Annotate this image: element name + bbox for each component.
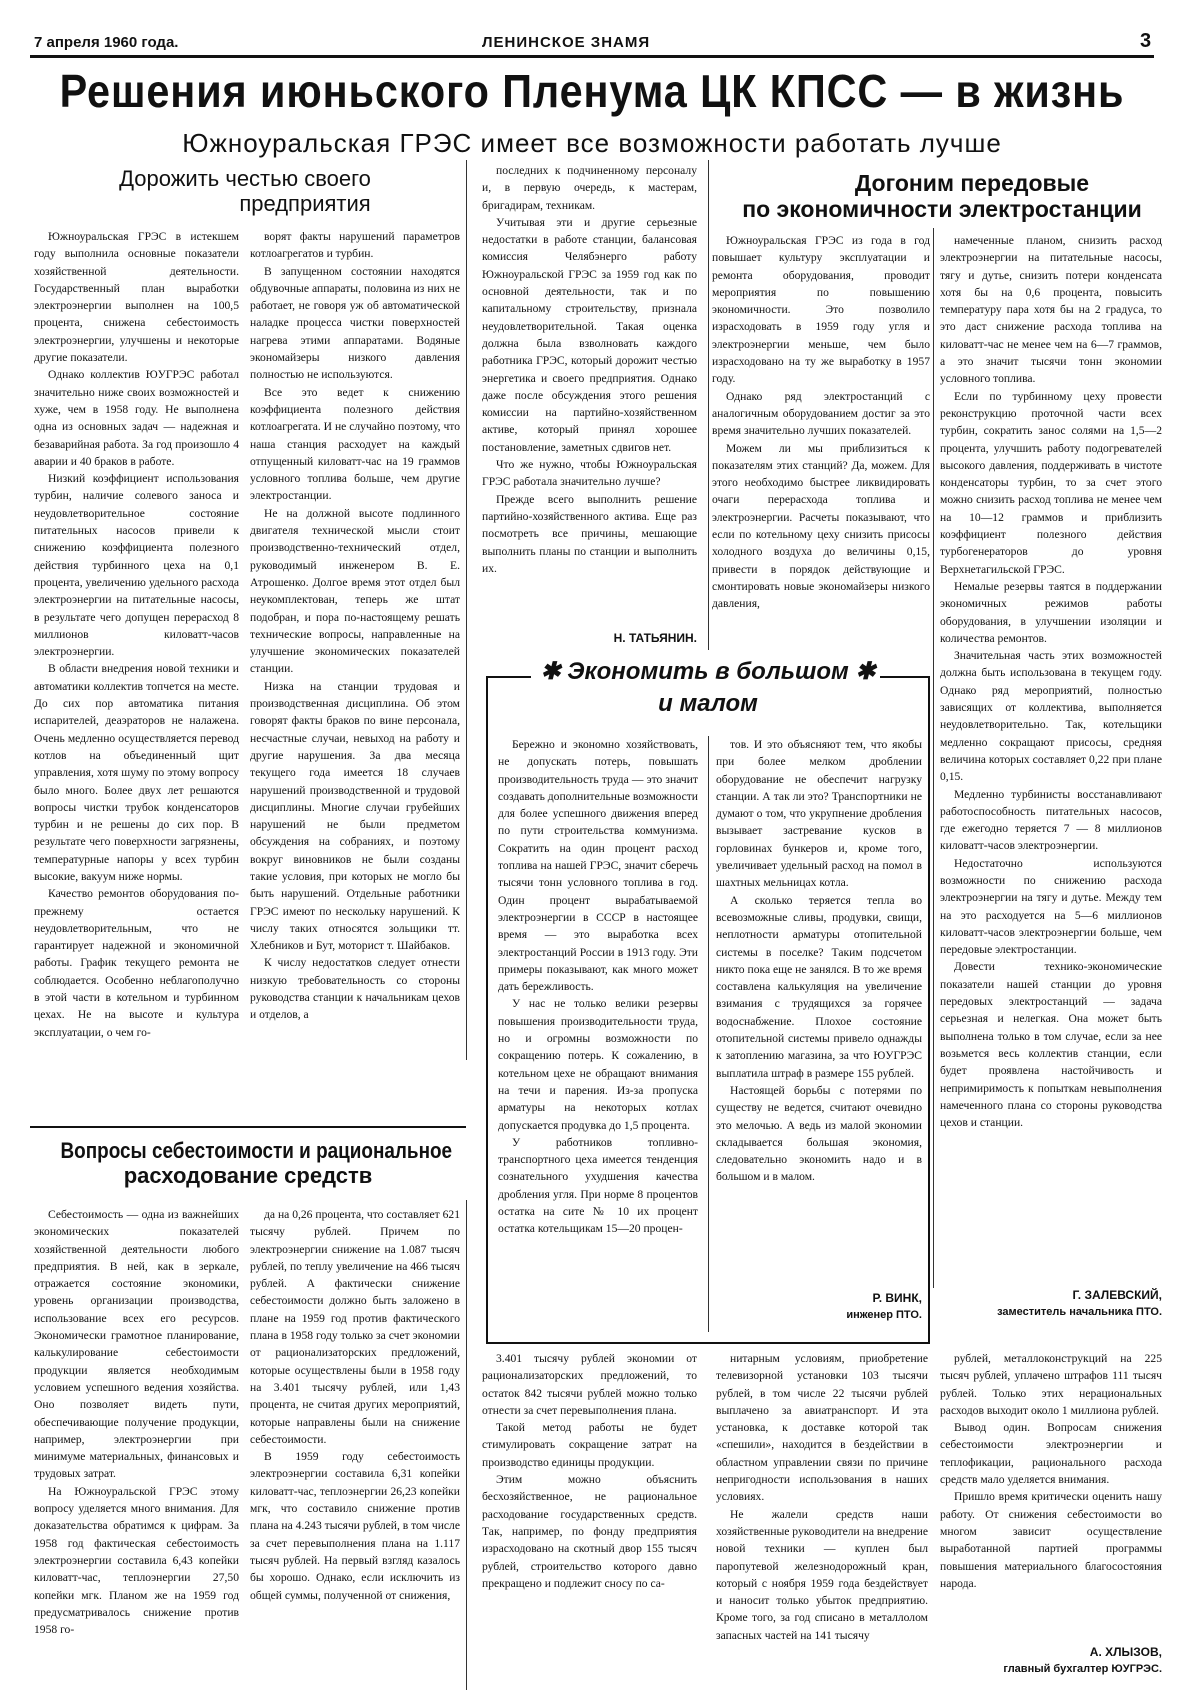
paragraph: Настоящей борьбы с потерями по существу не ведется, считают очевидно это мелочью. А ведь из малой экономии складывается большая экономия, следовательно экономить надо и в большом и в малом.	[716, 1083, 922, 1184]
issue-date: 7 апреля 1960 года.	[34, 34, 179, 51]
newspaper-name: ЛЕНИНСКОЕ ЗНАМЯ	[482, 34, 651, 51]
article2-signature: Г. ЗАЛЕВСКИЙ,	[1072, 1288, 1162, 1302]
article1-title	[30, 166, 460, 217]
article3-title-line2: и малом	[658, 689, 758, 717]
paragraph: намеченные планом, снизить расход электроэнергии на питательные насосы, тягу и дутье, снизить потери конденсата хотя бы на 0,6 процента, повысить температуру пара хотя бы на 2 градуса, то это даст снижение расхода топлива на киловатт-час не менее чем на 6—7 граммов, а это значит тысячи тонн экономии условного топлива.	[940, 234, 1162, 386]
article4-column-2	[250, 1206, 460, 1686]
paragraph: Южноуральская ГРЭС из года в год повышает культуру эксплуатации и ремонта оборудования, проводит мероприятия по повышению экономичности. Это позволило израсходовать в 1959 году угля и электроэнергии меньше, чем было израсходовано на ту же выработку в 1957 году.	[712, 234, 930, 386]
paragraph: Вывод один. Вопросам снижения себестоимости электроэнергии и теплофикации, рационального расхода средств мало уделяется внимания.	[940, 1421, 1162, 1487]
article4-signature: А. ХЛЫЗОВ,	[1089, 1645, 1162, 1659]
article2-title-line1: Догоним передовые	[854, 170, 1090, 196]
paragraph: У работников топливно-транспортного цеха имеется тенденция сознательного ухудшения качества дробления угля. При норме 8 процентов остатка на сите № 10 их процент остатка котельщикам 15—20 процен-	[498, 1135, 698, 1236]
paragraph: В 1959 году себестоимость электроэнергии составила 6,31 копейки киловатт-час, теплоэнергии 26,23 копейки мгк, что составило снижение против плана на 4.243 тысячи рублей, в том числе за счет перевыполнения плана на 1.117 тысяч рублей. На первый взгляд казалось бы хорошо. Однако, если исключить из общей суммы, полученной от снижения,	[250, 1450, 460, 1602]
page-subheadline: Южноуральская ГРЭС имеет все возможности работать лучше	[182, 128, 1002, 158]
paragraph: Можем ли мы приблизиться к показателям этих станций? Да, можем. Для этого необходимо быстрее ликвидировать очаги перерасхода топлива и электроэнергии. Расчеты показывают, что если по котельному цеху снизить присосы холодного воздуха до величины 0,15, привести в порядок действующие и смонтировать новые экономайзеры низкого давления,	[712, 441, 930, 611]
star-icon: ✱	[540, 658, 568, 685]
paragraph: Низкий коэффициент использования турбин, наличие солевого заноса и неудовлетворительное состояние питательных насосов привели к снижению коэффициента полезного действия турбинного цеха на 0,1 процента, увеличению удельного расхода электроэнергии на питательные насосы, в результате чего допущен перерасход 8 миллионов киловатт-часов электроэнергии.	[34, 472, 239, 659]
article4-rule	[30, 1126, 466, 1128]
paragraph: В области внедрения новой техники и автоматики коллектив топчется на месте. До сих пор автоматика питания испарителей, деаэраторов не налажена. Очень медленно осуществляется перевод котлов на объединенный щит управления, хотя шуму по этому вопросу было много. Более двух лет решаются вопросы чистки трубок конденсаторов турбин и не решены до сих пор. В результате чего поверхности загрязнены, температурные напоры у всех турбин высокие, вакуум ниже нормы.	[34, 662, 239, 883]
paragraph: А сколько теряется тепла во всевозможные сливы, продувки, свищи, неплотности арматуры отопительной системы в поселке? Таким подсчетом никто пока еще не занялся. В то же время составлена калькуляция на увеличение взимания с трудящихся за горячее водоснабжение. Плохое состояние отопительной системы привело однажды к затоплению магазина, за что ЮУГРЭС выплатила штраф в размере 155 рублей.	[716, 893, 922, 1080]
column-separator	[933, 228, 934, 1288]
paragraph: Качество ремонтов оборудования по-прежнему остается неудовлетворительным, что не гарантирует надежной и экономичной работы. График текущего ремонта не соблюдается. Особенно неблагополучно в этой части в котельном и турбинном цехах. Не на высоте и культура эксплуатации, о чем го-	[34, 887, 239, 1039]
paragraph: да на 0,26 процента, что составляет 621 тысячу рублей. Причем по электроэнергии снижение на 1.087 тысяч рублей, по теплу увеличение на 466 тысяч рублей. А фактически снижение себестоимости должно быть заложено в плане на 1959 год против фактического плана в 1958 году только за счет экономии от рационализаторских предложений, которые осуществлены были в 1958 году на 3.401 тысячу рублей, или 1,43 процента, не считая других мероприятий, которые направлены были на снижение себестоимости.	[250, 1208, 460, 1446]
article1-title-line1: Дорожить честью своего	[119, 166, 371, 191]
column-separator	[708, 736, 709, 1332]
paragraph: Бережно и экономно хозяйствовать, не допускать потерь, повышать производительность труда — это значит создавать дополнительные возможности для более успешного движения вперед по пути строительства коммунизма. Сократить на один процент расход топлива на нашей ГРЭС, значит сберечь тысячи тонн условного топлива в год. Один процент вырабатываемой электроэнергии в СССР в настоящее время — это выработка всех электростанций России в 1913 году. Эти примеры показывают, как много может дать бережливость.	[498, 738, 698, 994]
paragraph: Пришло время критически оценить нашу работу. От снижения себестоимости во многом зависит осуществление выработанной партией программы повышения материального благосостояния народа.	[940, 1490, 1162, 1590]
header-rule	[30, 55, 1154, 58]
paragraph: На Южноуральской ГРЭС этому вопросу уделяется много внимания. Для доказательства обратимся к цифрам. За 1958 год фактическая себестоимость электроэнергии составила 6,43 копейки киловатт-час, теплоэнергии 27,50 копейки мгк. Планом же на 1959 год предусматривалось снижение против 1958 го-	[34, 1484, 239, 1637]
paragraph: Однако коллектив ЮУГРЭС работал значительно ниже своих возможностей и хуже, чем в 1958 году. Не выполнена одна из основных задач — надежная и безаварийная работа. За год произошло 4 аварии и 40 браков в работе.	[34, 368, 239, 468]
paragraph: Прежде всего выполнить решение партийно-хозяйственного актива. Еще раз посмотреть все причины, мешающие выполнить планы по станции и выполнить их.	[482, 492, 697, 575]
article4-column-5	[940, 1350, 1162, 1640]
article3-title-line1	[486, 658, 930, 686]
article4-column-1	[34, 1206, 239, 1686]
article2-position: заместитель начальника ПТО.	[997, 1306, 1162, 1318]
paragraph: К числу недостатков следует отнести низкую требовательность со стороны руководства станции к начальникам цехов и отделов, а	[250, 956, 460, 1022]
paragraph: Недостаточно используются возможности по снижению расхода электроэнергии на тягу и дутье. Между тем на это расходуется на 5—6 миллионов киловатт-часов электроэнергии больше, чем передовые электростанции.	[940, 856, 1162, 957]
paragraph: Значительная часть этих возможностей должна быть использована в текущем году. Однако ряд мероприятий, полностью зависящих от коллектива, выполняется неудовлетворительно. Так, котельщики медленно сокращают присосы, средняя величина которых составляет 0,22 при плане 0,15.	[940, 649, 1162, 784]
article1-column-2	[250, 228, 460, 1110]
paragraph: Не жалели средств наши хозяйственные руководители на внедрение новой техники — куплен был паропутевой железнодорожный кран, который с ноября 1959 года бездействует и наносит только убыток предприятию. Кроме того, за год списано в металлолом запасных частей на 141 тысячу	[716, 1507, 928, 1642]
article1-column-3	[482, 162, 697, 612]
paragraph: Довести технико-экономические показатели нашей станции до уровня передовых электростанций — задача серьезная и нелегкая. Она может быть выполнена только в том случае, если за нее возьмется весь коллектив станции, если будет проявлена настойчивость и непримиримость к попыткам невыполнения намеченного плана со стороны руководства цехов и станции.	[940, 960, 1162, 1130]
column-separator	[466, 160, 467, 1060]
paragraph: Все это ведет к снижению коэффициента полезного действия котлоагрегата. И не случайно поэтому, что наша станция расходует на каждый отпущенный киловатт-час на 19 граммов условного топлива больше, чем другие электростанции.	[250, 385, 460, 503]
article2-title	[712, 170, 1172, 223]
article2-column-2	[940, 232, 1162, 1282]
article4-title-line1: Вопросы себестоимости и рациональное	[60, 1138, 453, 1163]
paragraph: Немалые резервы таятся в поддержании экономичных режимов работы оборудования, в улучшении изоляции и количества ремонтов.	[940, 579, 1162, 645]
page-headline: Решения июньского Пленума ЦК КПСС — в жизнь	[59, 65, 1125, 117]
paragraph: рублей, металлоконструкций на 225 тысяч рублей, уплачено штрафов 111 тысяч рублей. Только этих нерациональных расходов выходит около 1 миллиона рублей.	[940, 1352, 1162, 1417]
article3-title-text1: Экономить в большом	[567, 658, 849, 685]
paragraph: Такой метод работы не будет стимулировать сокращение затрат на производство единицы продукции.	[482, 1421, 697, 1469]
article3-column-1	[498, 736, 698, 1332]
paragraph: Однако ряд электростанций с аналогичным оборудованием достиг за это время значительно лучших показателей.	[712, 389, 930, 438]
article2-title-line2: по экономичности электростанции	[742, 196, 1142, 223]
paragraph: 3.401 тысячу рублей экономии от рационализаторских предложений, то остаток 842 тысячи рублей можно только отнести за счет перевыполнения плана.	[482, 1352, 697, 1417]
paragraph: Не на должной высоте подлинного двигателя технической мысли стоит производственно-технический отдел, руководимый инженером В. Е. Атрошенко. Долгое время этот отдел был неукомплектован, теперь же штат подобран, и пора по-настоящему решать технические вопросы, направленные на улучшение экономических показателей станции.	[250, 506, 460, 676]
paragraph: В запущенном состоянии находятся обдувочные аппараты, половина из них не работает, не говоря уж об автоматической наладке процесса чистки поверхностей нагрева этими аппаратами. Водяные экономайзеры низкого давления полностью не используются.	[250, 264, 460, 382]
article3-position: инженер ПТО.	[846, 1309, 922, 1321]
paragraph: Учитывая эти и другие серьезные недостатки в работе станции, балансовая комиссия Челябэнерго работу Южноуральской ГРЭС за 1959 год как по основной деятельности, так и по капитальному строительству, признала неудовлетворительной. Такая оценка должна была взволновать каждого работника ГРЭС, который дорожит честью энергетика и своего предприятия. Однако даже после обсуждения этого решения комиссии на партийно-хозяйственном активе, который принял хорошее постановление, заметных сдвигов нет.	[482, 215, 697, 454]
paragraph: Низка на станции трудовая и производственная дисциплина. Об этом говорят факты браков по вине персонала, несчастные случаи, невыход на работу и другие нарушения. За два месяца текущего года имеется 18 случаев нарушений производственной и трудовой дисциплины. Многие случаи грубейших нарушений не были предметом обсуждения на собраниях, и поэтому вокруг виновников не были созданы такие условия, при которых не могло бы быть нарушений. Отдельные работники ГРЭС имеют по нескольку нарушений. К числу таких относятся зольщики тт. Хлебников и Бут, моторист т. Шайбаков.	[250, 679, 460, 953]
paragraph: Себестоимость — одна из важнейших экономических показателей хозяйственной деятельности любого предприятия. В ней, как в зеркале, отражается состояние экономики, уровень организации производства, использование всех его ресурсов. Экономически грамотное планирование, калькулирование себестоимости продукции является необходимым условием успешного ведения хозяйства. Оно позволяет видеть пути, обеспечивающие получение продукции, например, электроэнергии при минимуме материальных, финансовых и трудовых затрат.	[34, 1208, 239, 1481]
paragraph: Медленно турбинисты восстанавливают работоспособность питательных насосов, где ежегодно теряется 7 — 8 миллионов киловатт-часов электроэнергии.	[940, 787, 1162, 853]
page-number: 3	[1140, 30, 1152, 52]
article4-column-3	[482, 1350, 697, 1686]
paragraph: ворят факты нарушений параметров котлоагрегатов и турбин.	[250, 230, 460, 261]
article3-column-2	[716, 736, 922, 1281]
article1-column-1	[34, 228, 239, 1110]
paragraph: У нас не только велики резервы повышения производительности труда, но и огромны возможности по сокращению потерь. К сожалению, в котельном цехе не обращают внимания на течи и парения. Из-за пропуска арматуры на некоторых котлах допускается продувка до 1,5 процента.	[498, 997, 698, 1132]
column-separator	[708, 160, 709, 650]
article3-signature: Р. ВИНК,	[872, 1291, 922, 1305]
article3-title	[486, 658, 930, 717]
star-icon: ✱	[848, 658, 876, 685]
article4-title	[30, 1138, 466, 1189]
article1-title-line2: предприятия	[239, 191, 371, 217]
paragraph: последних к подчиненному персоналу и, в первую очередь, к мастерам, бригадирам, техникам.	[482, 164, 697, 212]
paragraph: Южноуральская ГРЭС в истекшем году выполнила основные показатели хозяйственной деятельности. Государственный план выработки электроэнергии выполнен на 100,5 процента, снижена себестоимость электроэнергии, улучшены и некоторые другие показатели.	[34, 230, 239, 365]
paragraph: Если по турбинному цеху провести реконструкцию проточной части всех турбин, сократить занос солями на 1,5—2 процента, улучшить работу подогревателей высокого давления, поддерживать в чистоте конденсаторы турбин, то за счет этого можно снизить расход топлива не менее чем на 10—12 граммов и приблизить коэффициент полезного действия турбогенераторов до уровня Верхнетагильской ГРЭС.	[940, 389, 1162, 576]
article2-column-1	[712, 232, 930, 642]
paragraph: Этим можно объяснить бесхозяйственное, не рациональное расходование государственных средств. Так, например, по фонду предприятия израсходовано на скотный двор 155 тысяч рублей, строительство которого давно прекращено и подлежит сносу по са-	[482, 1473, 697, 1590]
column-separator	[466, 1200, 467, 1690]
paragraph: Что же нужно, чтобы Южноуральская ГРЭС работала значительно лучше?	[482, 458, 697, 489]
paragraph: нитарным условиям, приобретение телевизорной установки 103 тысячи рублей, в том числе 22 тысячи рублей выплачено за авиатранспорт. И эта установка, к доставке которой так «спешили», находится в бездействии в областном управлении связи по причине непригодности использования в наших условиях.	[716, 1352, 928, 1504]
paragraph: тов. И это объясняют тем, что якобы при более мелком дроблении оборудование не обеспечит нагрузку станции. А так ли это? Транспортники не думают о том, что укрупнение дробления вызывает застревание кусков в горловинах бункеров и, кроме того, увеличивает удельный расход на помол в шахтных мельницах котла.	[716, 738, 922, 890]
article4-position: главный бухгалтер ЮУГРЭС.	[1003, 1663, 1162, 1675]
article4-title-line2: расходование средств	[123, 1163, 373, 1189]
article4-column-4	[716, 1350, 928, 1686]
article1-signature: Н. ТАТЬЯНИН.	[613, 631, 697, 645]
